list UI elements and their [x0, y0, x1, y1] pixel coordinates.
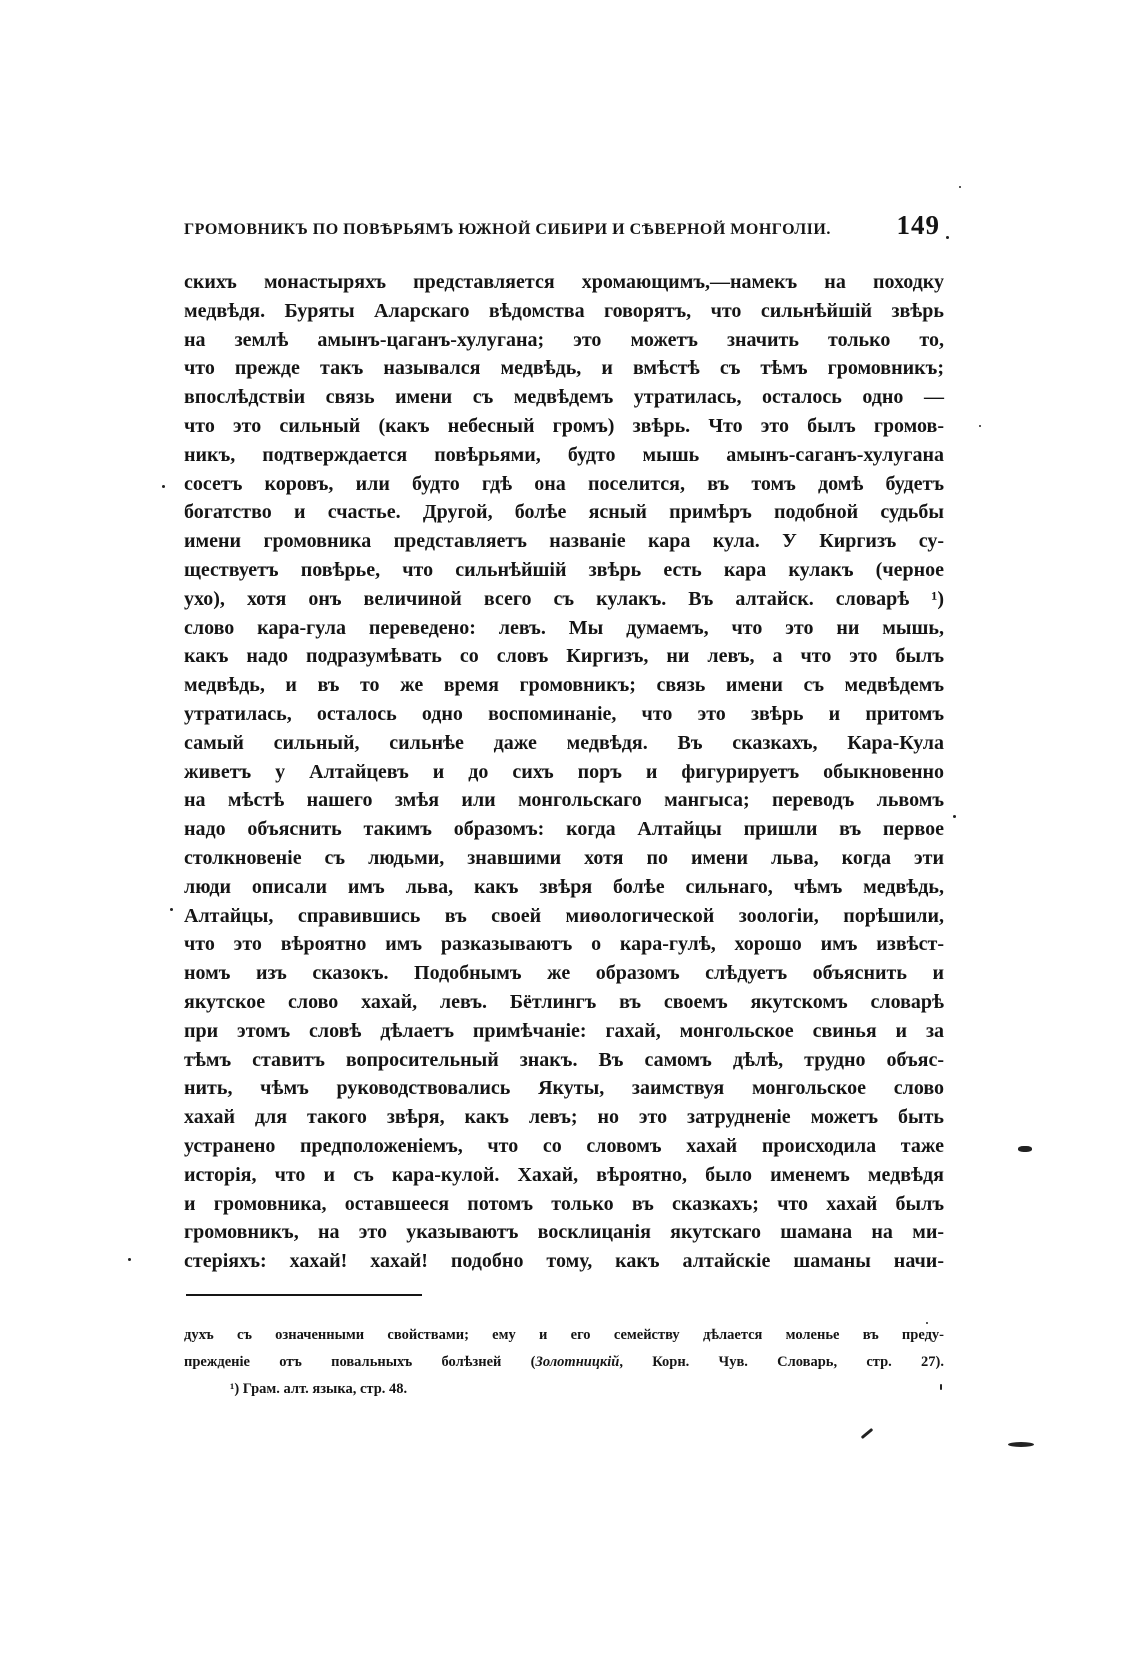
text-line: столкновеніе съ людьми, знавшими хотя по имени льва, когда эти [184, 846, 944, 869]
footnote-line: духъ съ означенными свойствами; ему и его семейству дѣлается моленье въ преду- [184, 1327, 944, 1343]
footnotes [184, 1322, 944, 1403]
text-line: при этомъ словѣ дѣлаетъ примѣчаніе: гахай, монгольское свинья и за [184, 1019, 944, 1042]
scan-speck [1018, 1146, 1032, 1152]
text-line: люди описали имъ льва, какъ звѣря болѣе сильнаго, чѣмъ медвѣдь, [184, 875, 944, 898]
text-line: что прежде такъ назывался медвѣдь, и вмѣстѣ съ тѣмъ громовникъ; [184, 357, 944, 380]
text-line: сосетъ коровъ, или будто гдѣ она поселится, въ томъ домѣ будетъ [184, 472, 944, 495]
text-line: богатство и счастье. Другой, болѣе ясный примѣръ подобной судьбы [184, 501, 944, 524]
scan-speck [162, 485, 165, 488]
text-line: медвѣдя. Буряты Аларскаго вѣдомства говорятъ, что сильнѣйшій звѣрь [184, 299, 944, 322]
scan-speck [946, 236, 949, 239]
text-line: скихъ монастыряхъ представляется хромающимъ,—намекъ на походку [184, 271, 944, 293]
text-line: и громовника, оставшееся потомъ только въ сказкахъ; что хахай былъ [184, 1192, 944, 1215]
text-line: никъ, подтверждается повѣрьями, будто мышь амынъ-саганъ-хулугана [184, 443, 944, 466]
text-line: хахай для такого звѣря, какъ левъ; но это затрудненіе можетъ быть [184, 1106, 944, 1129]
body-text [184, 268, 944, 1276]
text-line: слово кара-гула переведено: левъ. Мы думаемъ, что это ни мышь, [184, 616, 944, 639]
text-line: какъ надо подразумѣвать со словъ Киргизъ, ни левъ, а что это былъ [184, 645, 944, 668]
text-line: что это вѣроятно имъ разказываютъ о кара-гулѣ, хорошо имъ извѣст- [184, 933, 944, 956]
scan-speck [1008, 1442, 1034, 1447]
scan-speck [953, 815, 956, 818]
page-number: 149 [896, 210, 940, 240]
footnote-line [184, 1349, 944, 1376]
text-line: громовникъ, на это указываютъ восклицанія якутскаго шамана на ми- [184, 1221, 944, 1244]
text-line: самый сильный, сильнѣе даже медвѣдя. Въ сказкахъ, Кара-Кула [184, 731, 944, 754]
footnote-text: , Корн. Чув. Словарь, стр. 27). [619, 1354, 944, 1370]
scan-speck [940, 1384, 942, 1390]
scan-speck [128, 1258, 131, 1261]
scan-speck [979, 425, 981, 427]
text-line: номъ изъ сказокъ. Подобнымъ же образомъ слѣдуетъ объяснить и [184, 962, 944, 985]
text-line: на землѣ амынъ-цаганъ-хулугана; это можетъ значить только то, [184, 328, 944, 351]
text-line: ухо), хотя онъ величиной всего съ кулакъ. Въ алтайск. словарѣ ¹) [184, 587, 944, 610]
text-line: нить, чѣмъ руководствовались Якуты, заимствуя монгольское слово [184, 1077, 944, 1100]
text-line: имени громовника представляетъ названіе кара кула. У Киргизъ су- [184, 530, 944, 553]
footnote-text: прежденіе отъ повальныхъ болѣзней ( [184, 1354, 536, 1370]
text-line: что это сильный (какъ небесный громъ) звѣрь. Что это былъ громов- [184, 414, 944, 437]
text-line: тѣмъ ставитъ вопросительный знакъ. Въ самомъ дѣлѣ, трудно объяс- [184, 1048, 944, 1071]
text-line: утратилась, осталось одно воспоминаніе, что это звѣрь и притомъ [184, 702, 944, 725]
text-line: Алтайцы, справившись въ своей миѳологической зоологіи, порѣшили, [184, 904, 944, 927]
footnote-rule [186, 1294, 422, 1296]
text-line: исторія, что и съ кара-кулой. Хахай, вѣроятно, было именемъ медвѣдя [184, 1163, 944, 1186]
footnote-author: Золотницкій [535, 1354, 620, 1370]
text-line: живетъ у Алтайцевъ и до сихъ поръ и фигурируетъ обыкновенно [184, 760, 944, 783]
running-head [184, 210, 940, 241]
scan-speck [959, 186, 961, 188]
scan-speck [861, 1428, 874, 1439]
text-line: устранено предположеніемъ, что со словомъ хахай происходила таже [184, 1134, 944, 1157]
running-title: ГРОМОВНИКЪ ПО ПОВѢРЬЯМЪ ЮЖНОЙ СИБИРИ И СѢВЕРНОЙ МОНГОЛІИ. [184, 221, 831, 238]
text-line: стеріяхъ: хахай! хахай! подобно тому, какъ алтайскіе шаманы начи- [184, 1250, 944, 1273]
text-line: медвѣдь, и въ то же время громовникъ; связь имени съ медвѣдемъ [184, 674, 944, 697]
text-line: надо объяснить такимъ образомъ: когда Алтайцы пришли въ первое [184, 818, 944, 841]
footnote-line: ¹) Грам. алт. языка, стр. 48. [230, 1381, 408, 1397]
text-line: на мѣстѣ нашего змѣя или монгольскаго мангыса; переводъ львомъ [184, 789, 944, 812]
text-line: ществуетъ повѣрье, что сильнѣйшій звѣрь есть кара кулакъ (черное [184, 558, 944, 581]
text-line: якутское слово хахай, левъ. Бётлингъ въ своемъ якутскомъ словарѣ [184, 990, 944, 1013]
text-line: впослѣдствіи связь имени съ медвѣдемъ утратилась, осталось одно — [184, 386, 944, 409]
scan-speck [170, 908, 173, 911]
scan-speck [926, 1322, 928, 1324]
